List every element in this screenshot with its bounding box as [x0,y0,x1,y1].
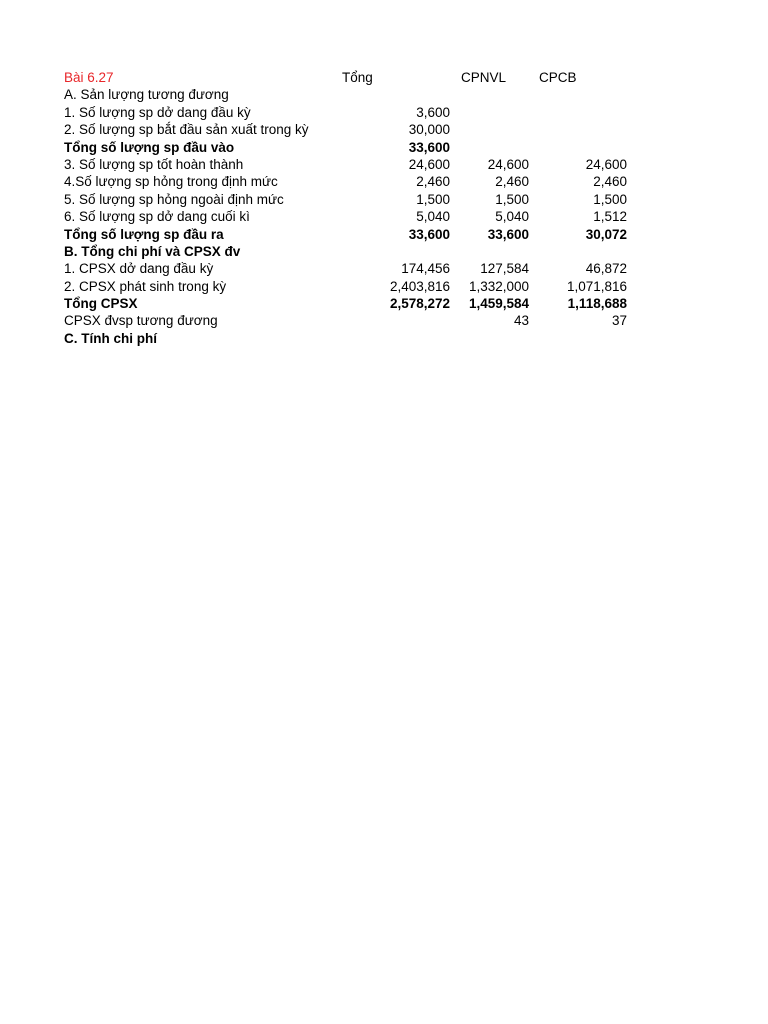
table-row [64,295,644,312]
cell-cpnvl[interactable]: 1,459,584 [468,296,529,312]
row-label[interactable]: 4.Số lượng sp hỏng trong định mức [64,174,278,190]
cell-cpnvl[interactable]: 1,332,000 [468,278,529,294]
cell-cpnvl[interactable]: 5,040 [495,209,529,225]
table-row [64,156,644,173]
row-label[interactable]: Tổng CPSX [64,296,138,312]
row-label[interactable]: Tổng số lượng sp đầu ra [64,226,224,242]
cell-cpcb[interactable]: 1,500 [593,191,627,207]
table-row [64,173,644,190]
cell-tong[interactable]: 2,403,816 [389,278,450,294]
cell-tong[interactable]: 33,600 [408,226,450,242]
cell-tong[interactable]: 2,578,272 [389,296,450,312]
cell-cpnvl[interactable]: 43 [513,313,529,329]
exercise-title[interactable]: Bài 6.27 [64,70,114,85]
table-row [64,139,644,156]
table-row [64,312,644,329]
row-label[interactable]: 3. Số lượng sp tốt hoàn thành [64,156,244,172]
spreadsheet [64,69,644,347]
table-row [64,260,644,277]
table-row [64,86,644,103]
cell-cpnvl[interactable]: 2,460 [495,174,529,190]
cell-tong[interactable]: 3,600 [416,104,450,120]
table-row [64,104,644,121]
cell-tong[interactable]: 5,040 [416,209,450,225]
header-row [64,69,644,86]
cell-cpcb[interactable]: 1,118,688 [567,296,627,312]
cell-cpcb[interactable]: 1,071,816 [566,278,627,294]
cell-tong[interactable]: 33,600 [408,139,450,155]
cell-tong[interactable]: 24,600 [408,156,450,172]
row-label[interactable]: 6. Số lượng sp dở dang cuối kì [64,209,250,225]
table-row [64,243,644,260]
header-cpnvl[interactable]: CPNVL [461,70,507,85]
cell-cpcb[interactable]: 37 [611,313,627,329]
row-label[interactable]: 1. CPSX dở dang đầu kỳ [64,261,214,277]
row-label[interactable]: 2. Số lượng sp bắt đầu sản xuất trong kỳ [64,122,309,138]
table-row [64,208,644,225]
cell-cpcb[interactable]: 1,512 [593,209,627,225]
table-row [64,191,644,208]
row-label[interactable]: A. Sản lượng tương đương [64,87,229,103]
row-label[interactable]: B. Tổng chi phí và CPSX đv [64,243,241,259]
cell-tong[interactable]: 30,000 [408,122,450,138]
cell-tong[interactable]: 1,500 [416,191,450,207]
cell-cpcb[interactable]: 46,872 [585,261,627,277]
cell-cpnvl[interactable]: 1,500 [495,191,529,207]
table-row [64,330,644,347]
cell-cpcb[interactable]: 30,072 [585,226,627,242]
header-tong[interactable]: Tổng [342,70,373,85]
row-label[interactable]: CPSX đvsp tương đương [64,313,218,329]
cell-cpcb[interactable]: 2,460 [593,174,627,190]
cell-tong[interactable]: 2,460 [416,174,450,190]
row-label[interactable]: 5. Số lượng sp hỏng ngoài định mức [64,191,284,207]
row-label[interactable]: C. Tính chi phí [64,330,157,346]
header-cpcb[interactable]: CPCB [539,70,577,85]
table-body [64,86,644,347]
cell-cpnvl[interactable]: 24,600 [487,156,529,172]
cell-cpnvl[interactable]: 33,600 [487,226,529,242]
row-label[interactable]: Tổng số lượng sp đầu vào [64,139,235,155]
cell-cpcb[interactable]: 24,600 [585,156,627,172]
table-row [64,226,644,243]
cell-cpnvl[interactable]: 127,584 [480,261,529,277]
table-row [64,278,644,295]
row-label[interactable]: 1. Số lượng sp dở dang đầu kỳ [64,104,251,120]
cell-tong[interactable]: 174,456 [401,261,450,277]
row-label[interactable]: 2. CPSX phát sinh trong kỳ [64,278,227,294]
table-row [64,121,644,138]
